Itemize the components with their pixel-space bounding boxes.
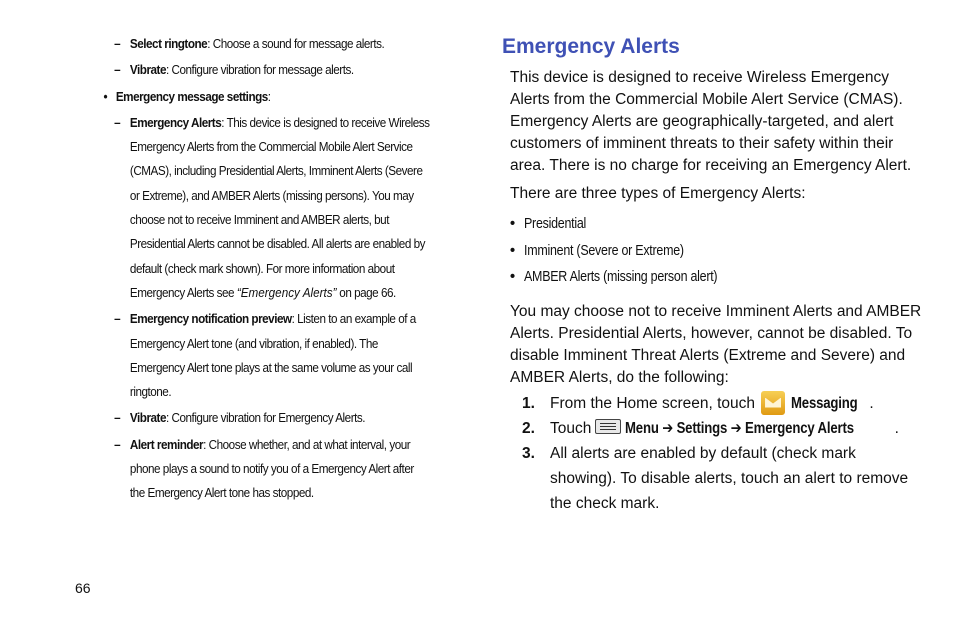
left-column (100, 32, 430, 508)
intro-paragraph: This device is designed to receive Wireless Emergency Alerts from the Commercial Mobile Alert Service (CMAS). Emergency Alerts are geographically-targeted, and alert customers of imminent threats to their safety within their area. There is no charge for receiving an Emergency Alert. (510, 69, 912, 174)
disable-paragraph: You may choose not to receive Imminent Alerts and AMBER Alerts. Presidential Alerts, however, cannot be disabled. To disable Imminent Threat Alerts (Extreme and Severe) and AMBER Alerts, do the following: (510, 302, 922, 386)
alert-type-item: • Imminent (Severe or Extreme) (510, 242, 684, 259)
cross-reference-link[interactable]: “Emergency Alerts” (236, 284, 337, 300)
right-column (502, 33, 922, 516)
step-1: 1. From the Home screen, touch Messaging . (502, 391, 922, 416)
setting-emergency-alerts: – Emergency Alerts: This device is designed to receive Wireless Emergency Alerts from the Commercial Mobile Alert Service (CMAS), including Presidential Alerts, Imminent Alerts (Severe or Extreme), and AMBER Alerts (missing persons). You may choose not to receive Imminent and AMBER alerts, but Presidential Alerts cannot be disabled. All alerts are enabled by default (check mark shown). For more information about Emergency Alerts see “Emergency Alerts” on page 66. (100, 111, 430, 305)
setting-vibrate-emergency: – Vibrate: Configure vibration for Emergency Alerts. (100, 406, 430, 430)
alert-type-item: • AMBER Alerts (missing person alert) (510, 269, 718, 285)
setting-emergency-notification-preview: – Emergency notification preview: Listen to an example of a Emergency Alert tone (and vibration, if enabled). The Emergency Alert tone plays at the same volume as your call ringtone. (100, 307, 430, 404)
alert-type-item: • Presidential (510, 216, 587, 232)
setting-select-ringtone: – Select ringtone: Choose a sound for message alerts. (100, 32, 430, 56)
setting-emergency-message-settings: • Emergency message settings: (100, 85, 430, 109)
setting-vibrate-message: – Vibrate: Configure vibration for message alerts. (100, 58, 430, 82)
types-intro: There are three types of Emergency Alerts: (510, 185, 806, 202)
page-number: 66 (75, 580, 91, 596)
step-3: 3. All alerts are enabled by default (check mark showing). To disable alerts, touch an alert to remove the check mark. (522, 444, 909, 512)
step-2: 2. Touch Menu ➔ Settings ➔ Emergency Alerts . (522, 419, 899, 437)
menu-key-icon (595, 419, 621, 434)
bullet: • (103, 88, 108, 104)
setting-alert-reminder: – Alert reminder: Choose whether, and at what interval, your phone plays a sound to notify you of a Emergency Alert after the Emergency Alert tone has stopped. (100, 433, 430, 506)
section-heading: Emergency Alerts (502, 35, 680, 58)
messaging-app-icon (761, 391, 785, 415)
